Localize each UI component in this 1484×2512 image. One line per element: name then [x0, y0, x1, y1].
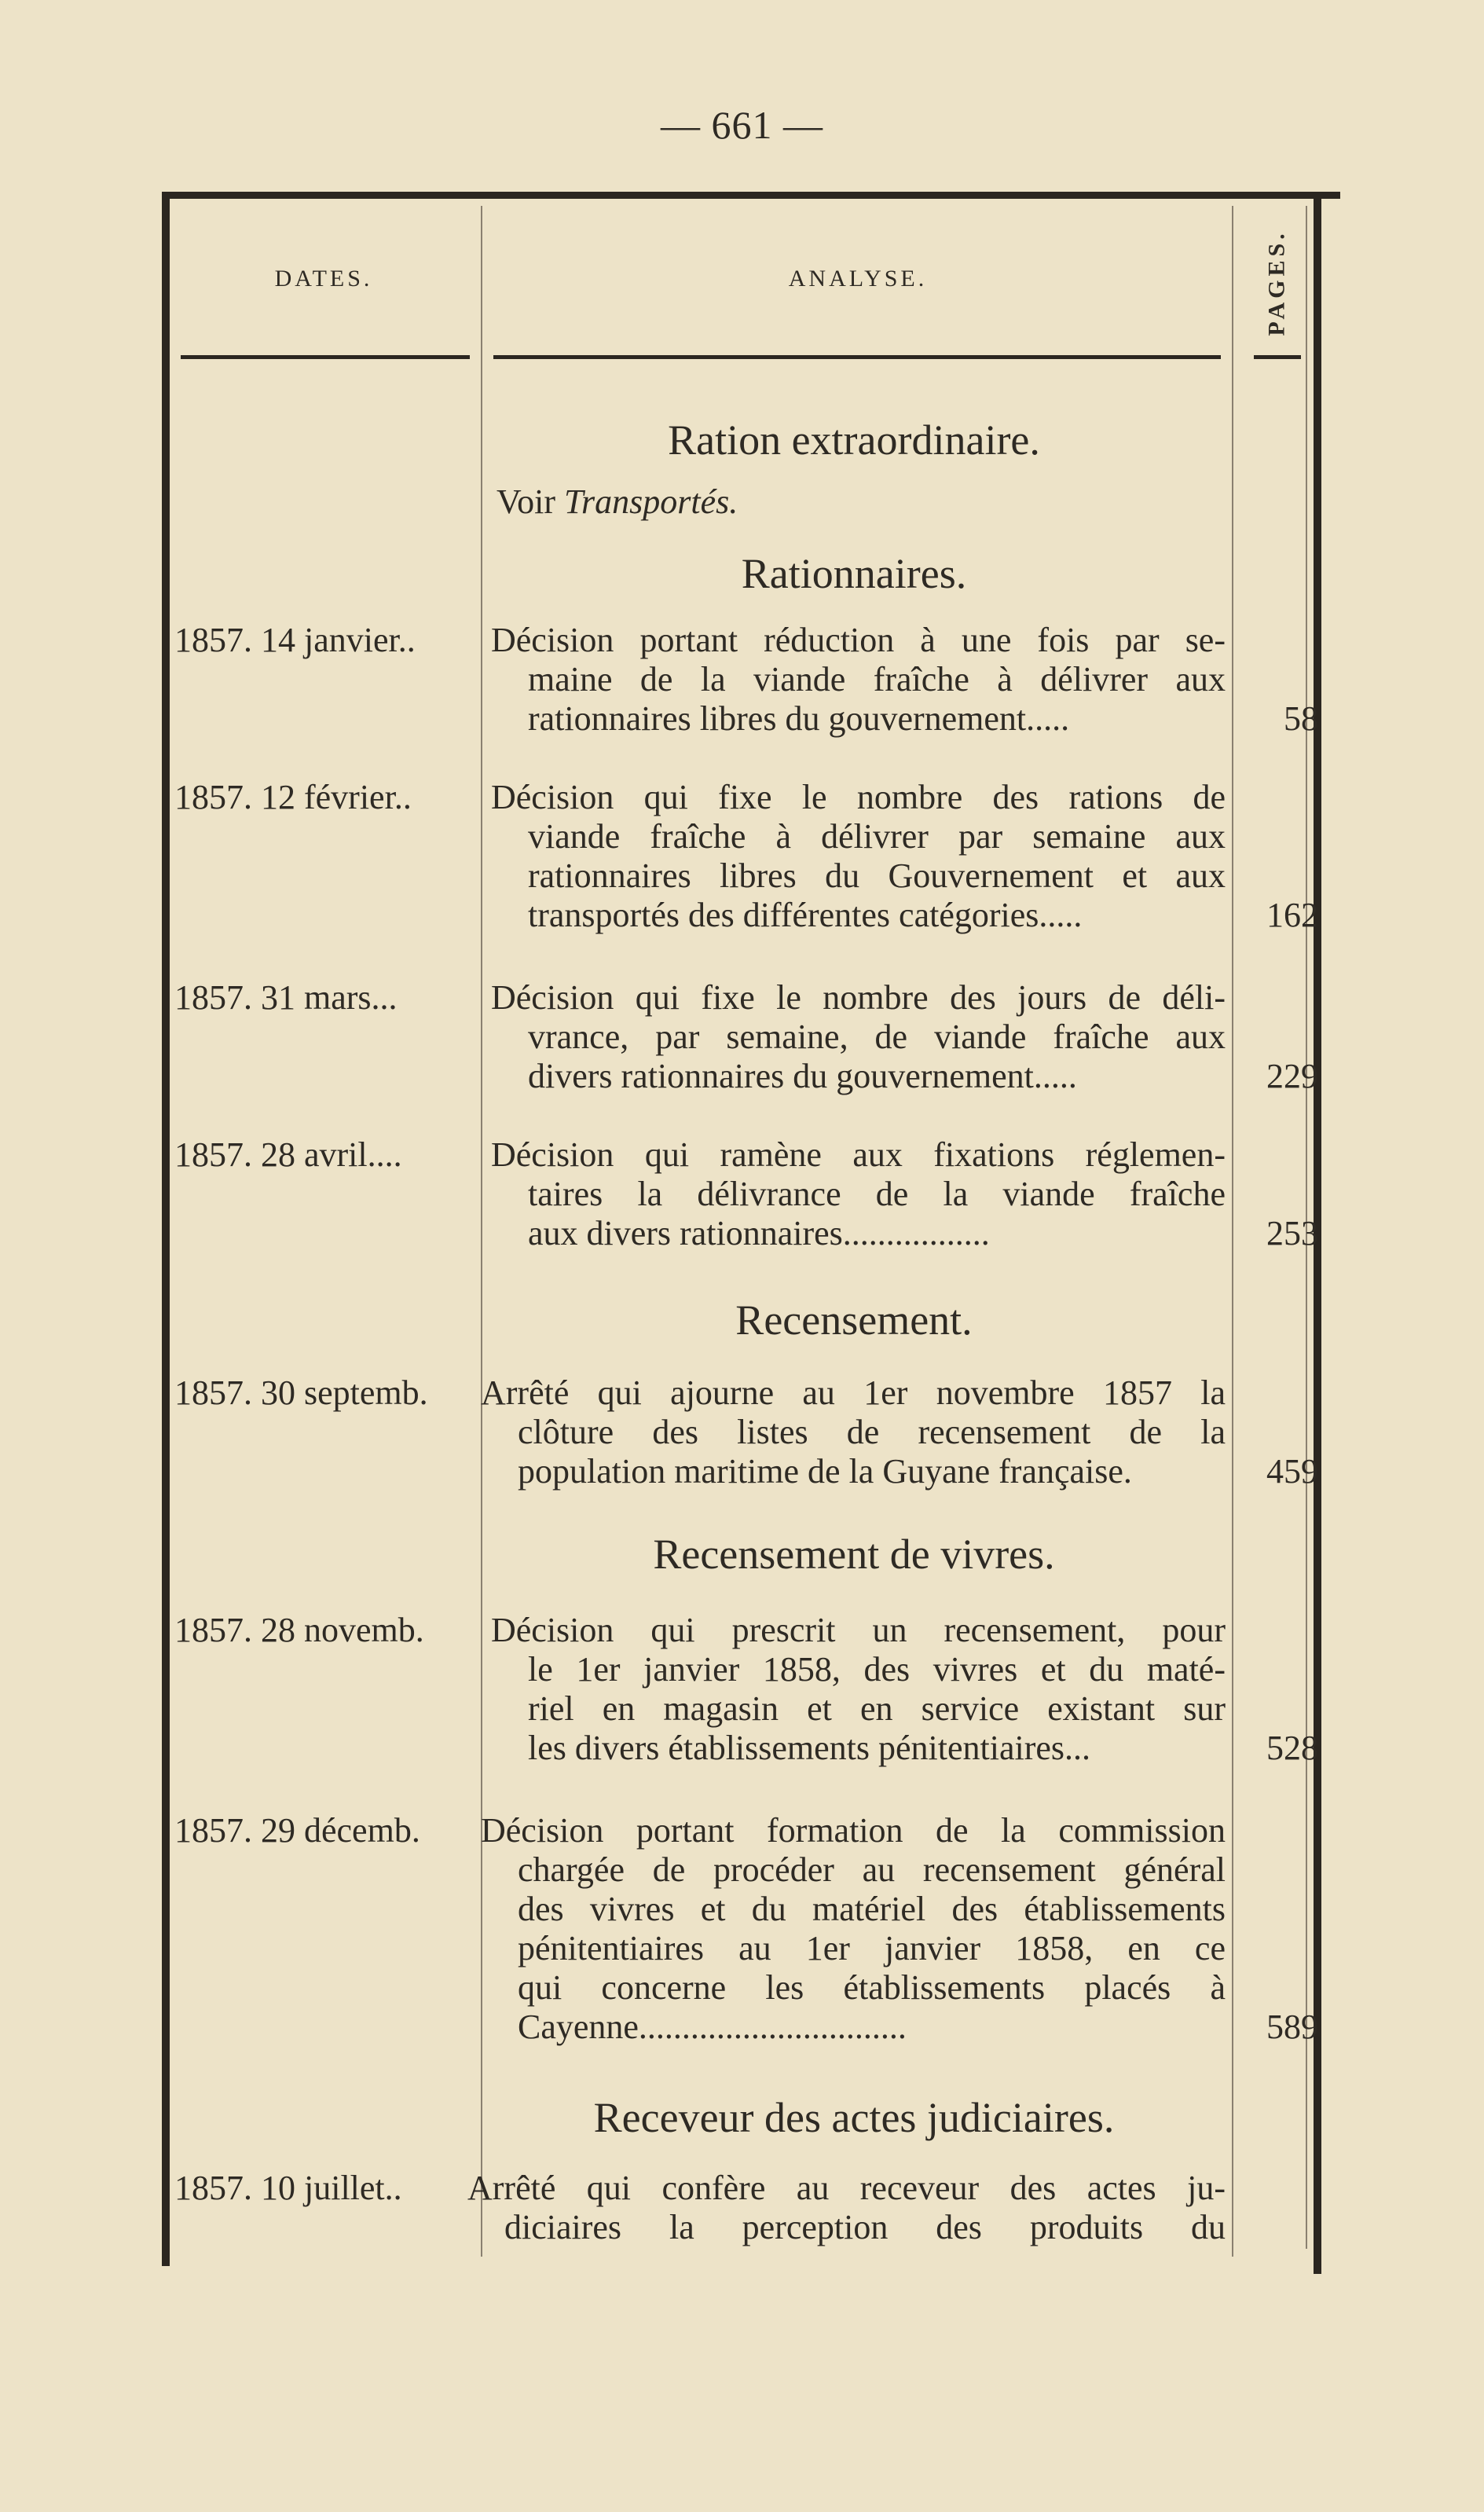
analysis-line: Décision portant réduction à une fois par se-	[491, 621, 1226, 659]
entry-analysis	[491, 978, 1226, 1096]
analysis-line: Décision portant formation de la commission	[481, 1811, 1226, 1850]
analysis-line: viande fraîche à délivrer par semaine aux	[528, 817, 1226, 856]
entry-date: 1857. 28 novemb.	[174, 1611, 424, 1649]
header-rule-analyse	[493, 355, 1221, 359]
analysis-line: divers rationnaires du gouvernement.....	[528, 1057, 1077, 1095]
page-reference: 459	[1266, 1452, 1318, 1491]
analysis-line: rationnaires libres du Gouvernement et aux	[528, 856, 1226, 895]
analysis-line: riel en magasin et en service existant sur	[528, 1689, 1226, 1728]
analysis-line: Décision qui ramène aux fixations réglemen-	[491, 1135, 1226, 1174]
analysis-line: maine de la viande fraîche à délivrer aux	[528, 660, 1226, 699]
entry-date: 1857. 10 juillet..	[174, 2169, 402, 2207]
page-reference: 253	[1266, 1214, 1318, 1252]
analysis-line: rationnaires libres du gouvernement.....	[528, 699, 1070, 738]
page-reference: 589	[1266, 2008, 1318, 2046]
entry-date: 1857. 30 septemb.	[174, 1373, 428, 1412]
section-heading: Receveur des actes judiciaires.	[593, 2094, 1115, 2141]
analysis-line: clôture des listes de recensement de la	[518, 1413, 1226, 1451]
analysis-line: aux divers rationnaires.................	[528, 1214, 990, 1252]
entry-analysis	[481, 1373, 1226, 1491]
table-left-rule	[162, 192, 170, 2266]
table-top-rule	[162, 192, 1340, 199]
section-heading: Ration extraordinaire.	[668, 416, 1040, 464]
page-reference: 58	[1284, 699, 1318, 738]
analysis-line: Décision qui fixe le nombre des jours de déli-	[491, 978, 1226, 1017]
header-rule-dates	[181, 355, 470, 359]
see-also-target: Transportés.	[563, 482, 738, 521]
analysis-line: population maritime de la Guyane française.	[518, 1452, 1132, 1491]
see-also-reference	[496, 482, 738, 522]
analysis-line: taires la délivrance de la viande fraîche	[528, 1175, 1226, 1213]
page-number: — 661 —	[661, 103, 823, 147]
analysis-line: Cayenne...............................	[518, 2008, 907, 2046]
section-heading: Recensement.	[735, 1296, 973, 1344]
analysis-line: les divers établissements pénitentiaires...	[528, 1729, 1091, 1767]
entry-analysis	[491, 621, 1226, 739]
column-header-pages: PAGES.	[1264, 229, 1291, 336]
entry-date: 1857. 31 mars...	[174, 978, 398, 1017]
entry-analysis	[481, 1811, 1226, 2047]
entry-date: 1857. 12 février..	[174, 778, 412, 816]
analysis-line: pénitentiaires au 1er janvier 1858, en ce	[518, 1929, 1226, 1967]
section-heading: Rationnaires.	[741, 550, 967, 597]
section-heading: Recensement de vivres.	[653, 1531, 1055, 1578]
entry-date: 1857. 28 avril....	[174, 1135, 402, 1174]
analysis-line: transportés des différentes catégories.....	[528, 896, 1083, 934]
analysis-line: qui concerne les établissements placés à	[518, 1968, 1226, 2007]
entry-analysis	[491, 1611, 1226, 1768]
analysis-line: diciaires la perception des produits du	[504, 2208, 1226, 2246]
analysis-line: Décision qui prescrit un recensement, pour	[491, 1611, 1226, 1649]
entry-analysis	[491, 778, 1226, 935]
entry-date: 1857. 29 décemb.	[174, 1811, 420, 1850]
page-reference: 528	[1266, 1729, 1318, 1767]
entry-date: 1857. 14 janvier..	[174, 621, 416, 659]
column-divider-2	[1232, 206, 1233, 2257]
page-reference: 229	[1266, 1057, 1318, 1095]
see-also-prefix: Voir	[496, 482, 555, 521]
analysis-line: Arrêté qui confère au receveur des actes ju-	[467, 2169, 1226, 2207]
analysis-line: chargée de procéder au recensement général	[518, 1850, 1226, 1889]
column-header-dates: DATES.	[274, 266, 373, 292]
analysis-line: le 1er janvier 1858, des vivres et du maté-	[528, 1650, 1226, 1689]
entry-analysis	[491, 1135, 1226, 1253]
analysis-line: vrance, par semaine, de viande fraîche aux	[528, 1018, 1226, 1056]
entry-analysis	[467, 2169, 1226, 2247]
analysis-line: Arrêté qui ajourne au 1er novembre 1857 la	[481, 1373, 1226, 1412]
analysis-line: Décision qui fixe le nombre des rations de	[491, 778, 1226, 816]
column-header-analyse: ANALYSE.	[788, 266, 928, 292]
page-reference: 162	[1266, 896, 1318, 934]
analysis-line: des vivres et du matériel des établissements	[518, 1890, 1226, 1928]
